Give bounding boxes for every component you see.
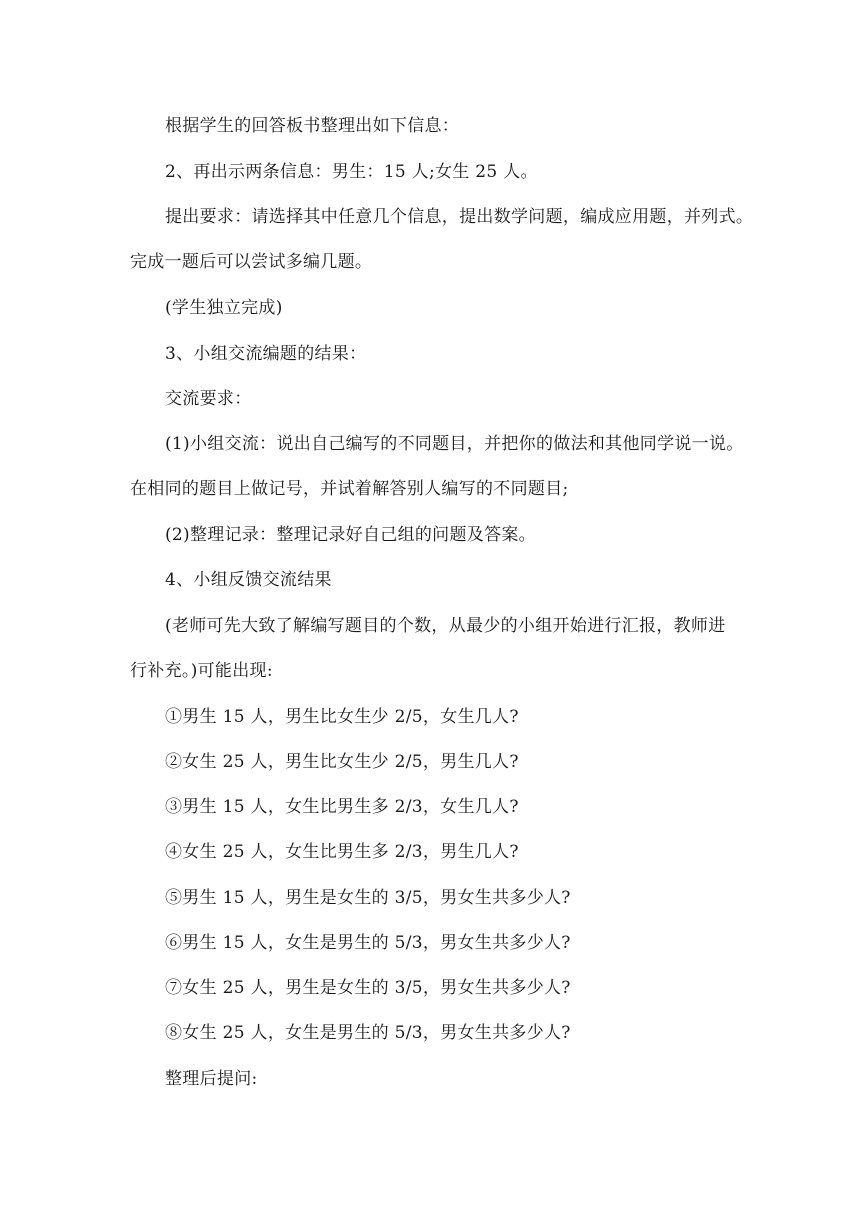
list-item: ⑧女生 25 人，女生是男生的 5/3，男女生共多少人? xyxy=(165,1023,571,1043)
list-item: ④女生 25 人，女生比男生多 2/3，男生几人? xyxy=(165,842,519,862)
paragraph-closing-question: 整理后提问: xyxy=(165,1069,258,1089)
paragraph-step-3: 3、小组交流编题的结果： xyxy=(165,344,367,364)
paragraph-requirement: 提出要求：请选择其中任意几个信息，提出数学问题，编成应用题，并列式。 xyxy=(165,207,754,227)
paragraph-requirement-cont: 完成一题后可以尝试多编几题。 xyxy=(130,252,373,272)
paragraph-independent: (学生独立完成) xyxy=(165,298,283,318)
paragraph-exchange-req: 交流要求： xyxy=(165,389,252,409)
paragraph-item-1: (1)小组交流：说出自己编写的不同题目，并把你的做法和其他同学说一说。 xyxy=(165,434,744,454)
paragraph-board-summary: 根据学生的回答板书整理出如下信息： xyxy=(165,116,460,136)
list-item: ⑦女生 25 人，男生是女生的 3/5，男女生共多少人? xyxy=(165,978,571,998)
list-item: ①男生 15 人，男生比女生少 2/5，女生几人? xyxy=(165,707,519,727)
paragraph-item-1-cont: 在相同的题目上做记号，并试着解答别人编写的不同题目; xyxy=(130,479,569,499)
list-item: ③男生 15 人，女生比男生多 2/3，女生几人? xyxy=(165,797,519,817)
list-item: ⑤男生 15 人，男生是女生的 3/5，男女生共多少人? xyxy=(165,888,571,908)
paragraph-teacher-note-cont: 行补充。)可能出现: xyxy=(130,661,273,681)
paragraph-step-4: 4、小组反馈交流结果 xyxy=(165,570,332,590)
list-item: ⑥男生 15 人，女生是男生的 5/3，男女生共多少人? xyxy=(165,933,571,953)
list-item: ②女生 25 人，男生比女生少 2/5，男生几人? xyxy=(165,752,519,772)
paragraph-step-2: 2、再出示两条信息：男生：15 人;女生 25 人。 xyxy=(165,162,538,182)
paragraph-item-2: (2)整理记录：整理记录好自己组的问题及答案。 xyxy=(165,525,536,545)
paragraph-teacher-note: (老师可先大致了解编写题目的个数，从最少的小组开始进行汇报，教师进 xyxy=(165,616,726,636)
